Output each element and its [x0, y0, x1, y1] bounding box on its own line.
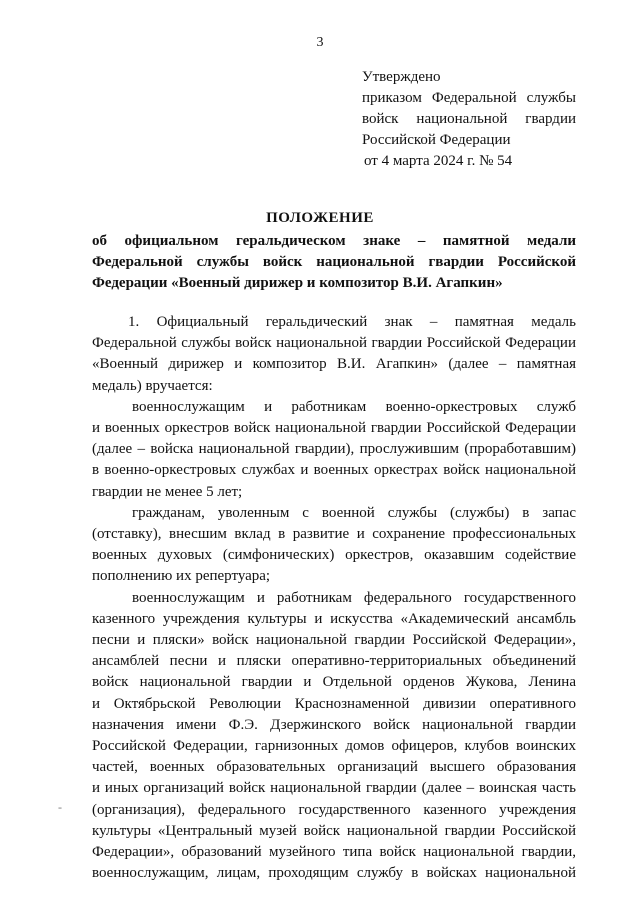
body-line: военнослужащим и работникам федерального государственного: [132, 589, 576, 606]
approval-line-1: Утверждено: [362, 69, 441, 85]
document-body: [92, 312, 576, 884]
body-line: и иных организаций войск национальной гвардии (далее – воинская часть: [92, 780, 576, 797]
body-line: и Октябрьской Революции Краснознаменной дивизии оперативного: [92, 695, 576, 712]
body-line: частей, военных образовательных организаций высшего образования: [92, 759, 576, 776]
body-line: военнослужащим, лицам, проходящим службу в войсках национальной: [92, 865, 576, 882]
body-line: гвардии не менее 5 лет;: [92, 483, 243, 500]
body-line: военнослужащим и работникам военно-оркестровых служб: [132, 398, 576, 415]
body-line: пополнению их репертуара;: [92, 568, 271, 585]
body-line: военных духовых (симфонических) оркестров, оказавшим содействие: [92, 547, 576, 564]
subtitle-line: Федерации «Военный дирижер и композитор В.И. Агапкин»: [92, 275, 503, 291]
body-line: и военных оркестров войск национальной гвардии Российской Федерации: [92, 420, 576, 437]
body-line: Федеральной службы войск национальной гвардии Российской Федерации: [92, 335, 576, 352]
scan-tick-mark: -: [58, 800, 62, 814]
body-line: культуры «Центральный музей войск национальной гвардии Российской: [92, 822, 576, 839]
body-line: гражданам, уволенным с военной службы (службы) в запас: [132, 504, 576, 521]
body-line: Российской Федерации, гарнизонных домов офицеров, клубов воинских: [92, 738, 576, 755]
body-line: в военно-оркестровых службах и военных оркестрах войск национальной: [92, 462, 576, 479]
subtitle-line: об официальном геральдическом знаке – памятной медали: [92, 233, 576, 249]
body-line: (далее – войска национальной гвардии), прослужившим (проработавшим): [92, 441, 576, 458]
subtitle-line: Федеральной службы войск национальной гвардии Российской: [92, 254, 576, 270]
body-line: (организация), федерального государственного казенного учреждения: [92, 801, 576, 818]
body-line: 1. Официальный геральдический знак – памятная медаль: [128, 314, 576, 330]
page-number: 3: [316, 35, 324, 50]
body-line: медаль) вручается:: [92, 377, 213, 394]
approval-date: от 4 марта 2024 г. № 54: [364, 153, 513, 169]
body-line: «Военный дирижер и композитор В.И. Агапкин» (далее – памятная: [92, 356, 576, 373]
document-title: ПОЛОЖЕНИЕ: [266, 210, 374, 226]
body-line: ансамблей песни и пляски оперативно-территориальных объединений: [92, 653, 576, 670]
body-line: назначения имени Ф.Э. Дзержинского войск национальной гвардии: [92, 716, 576, 733]
body-line: песни и пляски» войск национальной гвардии Российской Федерации»,: [92, 632, 576, 649]
approval-line-3: войск национальной гвардии: [362, 111, 576, 127]
body-line: казенного учреждения культуры и искусства «Академический ансамбль: [92, 610, 576, 627]
body-line: Федерации», образований музейного типа войск национальной гвардии,: [92, 844, 576, 861]
approval-line-4: Российской Федерации: [362, 132, 511, 148]
body-line: (отставку), внесшим вклад в развитие и сохранение профессиональных: [92, 526, 576, 543]
approval-stamp: [362, 67, 576, 172]
body-line: войск национальной гвардии и Отдельной орденов Жукова, Ленина: [92, 674, 576, 691]
document-subtitle: [92, 231, 576, 294]
approval-line-2: приказом Федеральной службы: [362, 90, 576, 106]
